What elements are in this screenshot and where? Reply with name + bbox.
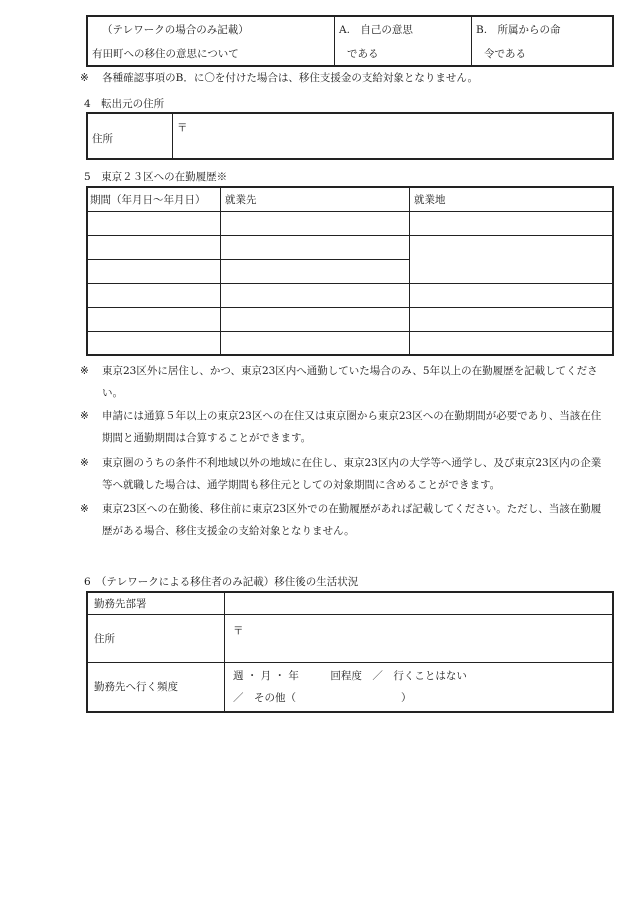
note-b-mark: ※ bbox=[80, 72, 89, 84]
telework-label-line2: 有田町への移住の意思について bbox=[87, 41, 335, 66]
note-5-1-text: 東京23区外に居住し、かつ、東京23区内へ通勤していた場合のみ、5年以上の在勤履歴を記載してください。 bbox=[102, 365, 598, 399]
freq-options-line1[interactable]: 週 ・ 月 ・ 年 回程度 ／ 行くことはない bbox=[233, 669, 467, 682]
dept-label: 勤務先部署 bbox=[87, 592, 225, 614]
note-5-4-text: 東京23区への在勤後、移住前に東京23区外での在勤履歴があれば記載してください。ただし、当該在勤履歴がある場合、移住支援金の支給対象となりません。 bbox=[102, 503, 602, 537]
postal-mark-2: 〒 bbox=[233, 624, 244, 637]
origin-address-field[interactable] bbox=[173, 113, 614, 159]
note-5-3-text: 東京圏のうちの条件不利地域以外の地域に在住し、東京23区内の大学等へ通学し、及び東京23区内の企業等へ就職した場合は、通学期間も移住元としての対象期間に含めることができます。 bbox=[102, 457, 602, 491]
telework-intent-table bbox=[86, 15, 614, 67]
note-5-2-mark: ※ bbox=[80, 410, 89, 422]
origin-address-label: 住所 bbox=[87, 113, 173, 159]
freq-label: 勤務先へ行く頻度 bbox=[87, 662, 225, 712]
note-5-3 bbox=[80, 452, 610, 496]
history-period-cell[interactable] bbox=[87, 331, 221, 355]
history-location-cell[interactable] bbox=[410, 307, 614, 331]
note-5-4 bbox=[80, 498, 610, 542]
note-b bbox=[80, 70, 620, 85]
col-period-header: 期間（年月日～年月日） bbox=[87, 187, 221, 211]
history-period-cell[interactable] bbox=[87, 211, 221, 235]
history-period-cell[interactable] bbox=[87, 283, 221, 307]
note-b-text: 各種確認事項のB．に〇を付けた場合は、移住支援金の支給対象となりません。 bbox=[102, 72, 479, 84]
option-a-line2[interactable]: である bbox=[335, 41, 434, 66]
history-location-cell[interactable] bbox=[410, 211, 614, 235]
work-history-table bbox=[86, 186, 614, 356]
note-5-2 bbox=[80, 405, 610, 449]
history-employer-cell[interactable] bbox=[221, 259, 410, 283]
history-location-cell[interactable] bbox=[410, 259, 614, 283]
col-employer-header: 就業先 bbox=[221, 187, 410, 211]
option-a-line1[interactable]: A. 自己の意思 bbox=[335, 16, 434, 41]
history-period-cell[interactable] bbox=[87, 307, 221, 331]
option-b-mark-cell-2[interactable] bbox=[580, 41, 613, 66]
note-5-1 bbox=[80, 360, 610, 404]
note-5-4-mark: ※ bbox=[80, 503, 89, 515]
history-period-cell[interactable] bbox=[87, 235, 221, 259]
note-5-3-mark: ※ bbox=[80, 457, 89, 469]
note-5-1-mark: ※ bbox=[80, 365, 89, 377]
history-employer-cell[interactable] bbox=[221, 283, 410, 307]
option-a-mark-cell[interactable] bbox=[433, 16, 472, 41]
section5-heading: 5 東京２３区への在勤履歴※ bbox=[84, 171, 228, 183]
option-a-mark-cell-2[interactable] bbox=[433, 41, 472, 66]
section4-heading: 4 転出元の住所 bbox=[84, 98, 165, 110]
telework-label-line1: （テレワークの場合のみ記載） bbox=[87, 16, 335, 41]
freq-options-line2[interactable]: ／ その他（ ） bbox=[233, 691, 412, 704]
col-location-header: 就業地 bbox=[410, 187, 614, 211]
origin-address-table bbox=[86, 112, 614, 160]
post-address-label: 住所 bbox=[87, 614, 225, 662]
history-employer-cell[interactable] bbox=[221, 235, 410, 259]
history-location-cell[interactable] bbox=[410, 283, 614, 307]
section6-heading: 6 （テレワークによる移住者のみ記載）移住後の生活状況 bbox=[84, 576, 359, 588]
post-address-field[interactable] bbox=[225, 614, 614, 662]
option-b-line2[interactable]: 令である bbox=[472, 41, 581, 66]
option-b-mark-cell[interactable] bbox=[580, 16, 613, 41]
freq-field[interactable] bbox=[225, 662, 614, 712]
history-employer-cell[interactable] bbox=[221, 307, 410, 331]
option-b-line1[interactable]: B. 所属からの命 bbox=[472, 16, 581, 41]
history-period-cell[interactable] bbox=[87, 259, 221, 283]
note-5-2-text: 申請には通算５年以上の東京23区への在住又は東京圏から東京23区への在勤期間が必要であり、当該在住期間と通勤期間は合算することができます。 bbox=[102, 410, 602, 444]
post-move-table bbox=[86, 591, 614, 713]
history-employer-cell[interactable] bbox=[221, 211, 410, 235]
history-employer-cell[interactable] bbox=[221, 331, 410, 355]
dept-field[interactable] bbox=[225, 592, 614, 614]
postal-mark: 〒 bbox=[177, 122, 188, 134]
history-location-cell[interactable] bbox=[410, 331, 614, 355]
history-location-cell[interactable] bbox=[410, 235, 614, 259]
